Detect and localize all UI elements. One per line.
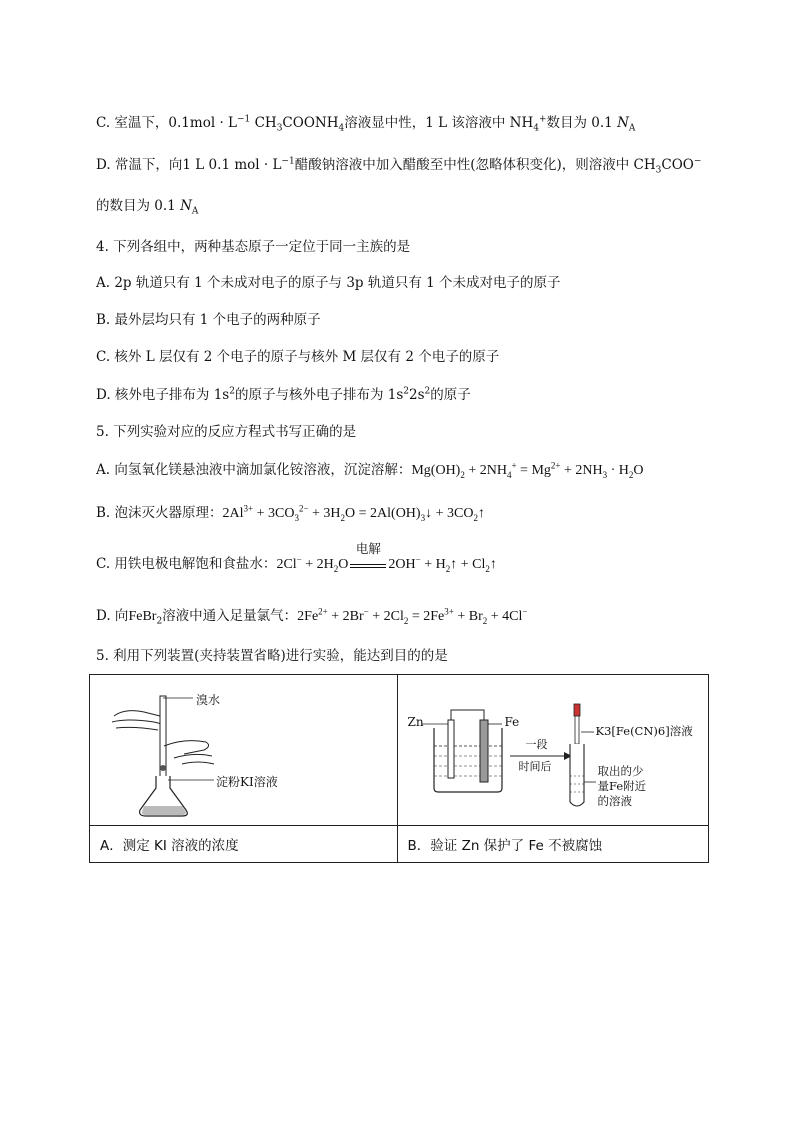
q5-option-b: B. 泡沫灭火器原理：$2Al^{3+} + 3CO_3^{2-} + 3H_2O$ = $2Al(OH)_3↓$ + $3CO_2↑$: [96, 503, 485, 523]
figure-b-arrow-label-2: 时间后: [518, 760, 552, 773]
q5-option-a: A. 向氢氧化镁悬浊液中滴加氯化铵溶液，沉淀溶解：$Mg(OH)_2 + 2NH_4^+ = Mg^{2+} + 2NH_3 \cdot H_2O$: [96, 460, 644, 480]
q4-option-c: C. 核外 L 层仅有 2 个电子的原子与核外 M 层仅有 2 个电子的原子: [96, 349, 500, 365]
figure-a-cell: [90, 675, 398, 826]
figure-a-label-starch-ki: 淀粉KI溶液: [216, 775, 278, 789]
q5-b-equation: $2Al^{3+} + 3CO_3^{2-} + 3H_2O$ = $2Al(OH)_3↓$ + $3CO_2↑$: [222, 503, 485, 523]
figure-b-label-fe: Fe: [504, 715, 520, 729]
q5-option-d: D. 向FeBr$_2$溶液中通入足量氯气：$2Fe^{2+} + 2Br^- + 2Cl_2 = 2Fe^{3+} + Br_2 + 4Cl^-$: [96, 606, 528, 627]
titration-figure: [94, 676, 394, 822]
q5-c-equation: $2Cl^- + 2H_2O$ 电解 $2OH^- + H_2↑$ + $Cl_2↑$: [276, 541, 497, 574]
q3-option-c: C. 室温下，$0.1mol \cdot L^{-1}$ $CH_3COONH_4$溶液显中性，1 L 该溶液中 $NH_4^+$数目为 0.1 $N_A$: [96, 114, 636, 134]
q4-option-a: A. 2p 轨道只有 1 个未成对电子的原子与 3p 轨道只有 1 个未成对电子的原子: [96, 275, 561, 291]
q4-stem: 4. 下列各组中，两种基态原子一定位于同一主族的是: [96, 239, 411, 255]
q3-option-d-cont: 的数目为 0.1 $N_A$: [96, 198, 199, 217]
q5-a-equation: $Mg(OH)_2 + 2NH_4^+ = Mg^{2+} + 2NH_3 \cdot H_2O$: [411, 460, 644, 480]
q3-option-d: D. 常温下，向1 L 0.1 mol · $L^{-1}$醋酸钠溶液中加入醋酸至中性(忽略体积变化)，则溶液中 $CH_3COO^-$: [96, 156, 702, 176]
figure-b-label-zn: Zn: [407, 715, 424, 729]
q5-option-c: C. 用铁电极电解饱和食盐水：$2Cl^- + 2H_2O$ 电解 $2OH^- + H_2↑$ + $Cl_2↑$: [96, 541, 497, 574]
q5-d-equation: $2Fe^{2+} + 2Br^- + 2Cl_2 = 2Fe^{3+} + Br_2 + 4Cl^-$: [297, 606, 528, 626]
caption-b: B．验证 Zn 保护了 Fe 不被腐蚀: [397, 826, 708, 863]
figure-b-arrow-label-1: 一段: [525, 738, 548, 751]
corrosion-figure: [398, 676, 708, 822]
q5-stem: 5. 下列实验对应的反应方程式书写正确的是: [96, 424, 357, 440]
figure-a-label-bromine: 溴水: [196, 693, 221, 707]
figure-b-note-2: 量Fe附近: [597, 779, 647, 793]
figure-b-note-3: 的溶液: [597, 794, 633, 808]
figure-b-label-reagent: K3[Fe(CN)6]溶液: [595, 724, 693, 738]
q6-stem: 5. 利用下列装置(夹持装置省略)进行实验，能达到目的的是: [96, 648, 448, 664]
q4-option-b: B. 最外层均只有 1 个电子的两种原子: [96, 312, 321, 328]
figure-b-cell: [397, 675, 708, 826]
q4-option-d: D. 核外电子排布为 $1s^2$的原子与核外电子排布为 $1s^22s^2$的原子: [96, 386, 471, 403]
figure-b-note-1: 取出的少: [597, 764, 644, 778]
experiment-table: [89, 674, 709, 863]
caption-a: A．测定 KI 溶液的浓度: [90, 826, 398, 863]
electrolysis-arrow: 电解: [350, 555, 386, 568]
